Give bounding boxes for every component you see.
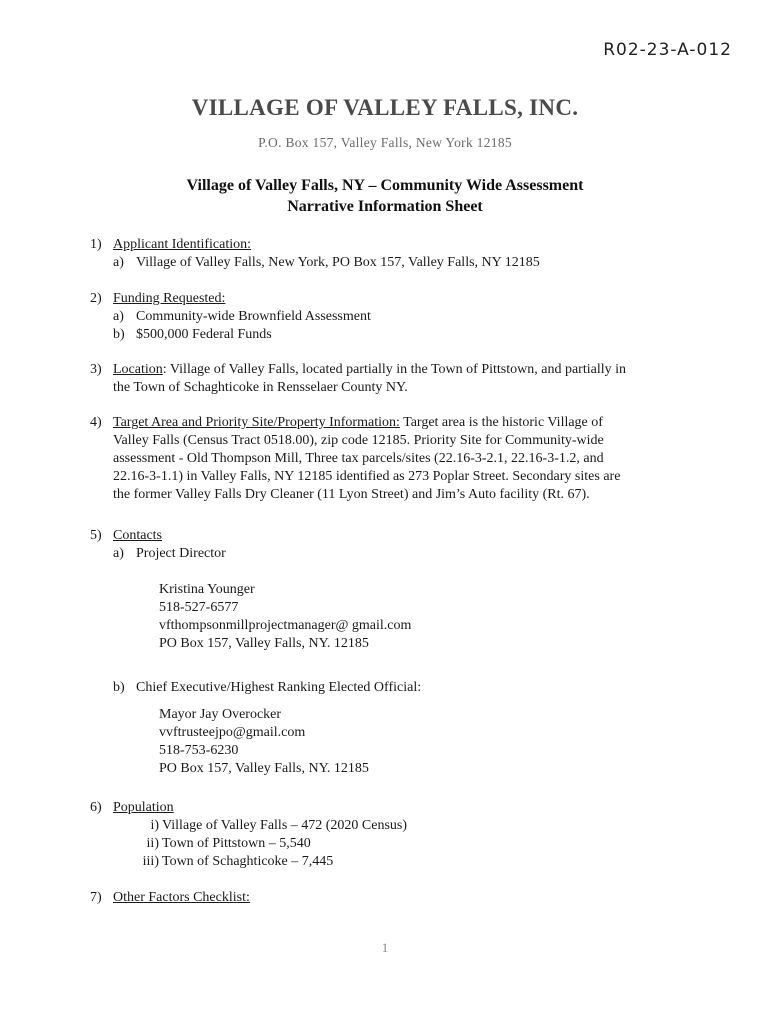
list-text: Chief Executive/Highest Ranking Elected Official:	[136, 680, 422, 695]
section-heading: Target Area and Priority Site/Property Information:	[113, 415, 400, 430]
contact-phone: 518-527-6577	[159, 600, 239, 615]
contact-address: PO Box 157, Valley Falls, NY. 12185	[159, 761, 369, 776]
list-key: a)	[113, 309, 124, 324]
section-heading: Other Factors Checklist:	[113, 890, 250, 905]
list-key: iii)	[142, 854, 159, 869]
section-number: 1)	[90, 237, 102, 252]
title-line-2: Narrative Information Sheet	[287, 198, 483, 215]
section-text: 22.16-3-1.1) in Valley Falls, NY 12185 identified as 273 Poplar Street. Secondary sites are	[113, 469, 621, 484]
list-text: Village of Valley Falls, New York, PO Box 157, Valley Falls, NY 12185	[136, 255, 540, 270]
project-director-contact	[159, 581, 411, 653]
section-number: 2)	[90, 291, 102, 306]
section-text: the Town of Schaghticoke in Rensselaer County NY.	[113, 380, 408, 395]
section-number: 5)	[90, 528, 102, 543]
section-heading: Contacts	[113, 528, 162, 543]
contact-name: Mayor Jay Overocker	[159, 707, 282, 722]
section-number: 4)	[90, 415, 102, 430]
list-key: ii)	[146, 836, 159, 851]
list-text: $500,000 Federal Funds	[136, 327, 272, 342]
list-key: i)	[150, 818, 159, 833]
list-text: Village of Valley Falls – 472 (2020 Census)	[162, 818, 408, 833]
list-text: Town of Schaghticoke – 7,445	[162, 854, 334, 869]
official-contact	[159, 706, 369, 778]
list-text: Community-wide Brownfield Assessment	[136, 309, 371, 324]
section-number: 7)	[90, 890, 102, 905]
section-heading: Applicant Identification:	[113, 237, 252, 252]
section-text: Valley Falls (Census Tract 0518.00), zip code 12185. Priority Site for Community-wide	[113, 433, 604, 448]
section-number: 6)	[90, 800, 102, 815]
list-key: a)	[113, 255, 124, 270]
document-title	[0, 175, 770, 217]
section-line	[113, 361, 626, 379]
section-text: assessment - Old Thompson Mill, Three tax parcels/sites (22.16-3-2.1, 22.16-3-1.2, and	[113, 451, 604, 466]
document-id: R02-23-A-012	[603, 40, 732, 60]
section-line	[113, 414, 603, 432]
title-line-1: Village of Valley Falls, NY – Community Wide Assessment	[186, 177, 584, 194]
organization-name: VILLAGE OF VALLEY FALLS, INC.	[191, 95, 579, 120]
contact-email: vfthompsonmillprojectmanager@ gmail.com	[159, 618, 412, 633]
section-text: Target area is the historic Village of	[399, 415, 603, 430]
list-text: Project Director	[136, 546, 226, 561]
organization-address: P.O. Box 157, Valley Falls, New York 12185	[258, 135, 512, 150]
list-key: b)	[113, 327, 125, 342]
list-text: Town of Pittstown – 5,540	[162, 836, 311, 851]
section-text: the former Valley Falls Dry Cleaner (11 Lyon Street) and Jim’s Auto facility (Rt. 67).	[113, 487, 590, 502]
contact-name: Kristina Younger	[159, 582, 255, 597]
section-heading: Funding Requested:	[113, 291, 226, 306]
section-text: : Village of Valley Falls, located partially in the Town of Pittstown, and partially in	[162, 362, 626, 377]
list-key: b)	[113, 680, 125, 695]
contact-address: PO Box 157, Valley Falls, NY. 12185	[159, 636, 369, 651]
list-key: a)	[113, 546, 124, 561]
contact-phone: 518-753-6230	[159, 743, 239, 758]
section-heading: Population	[113, 800, 174, 815]
section-heading: Location	[113, 362, 163, 377]
contact-email: vvftrusteejpo@gmail.com	[159, 725, 306, 740]
section-number: 3)	[90, 362, 102, 377]
page-number: 1	[381, 940, 389, 955]
